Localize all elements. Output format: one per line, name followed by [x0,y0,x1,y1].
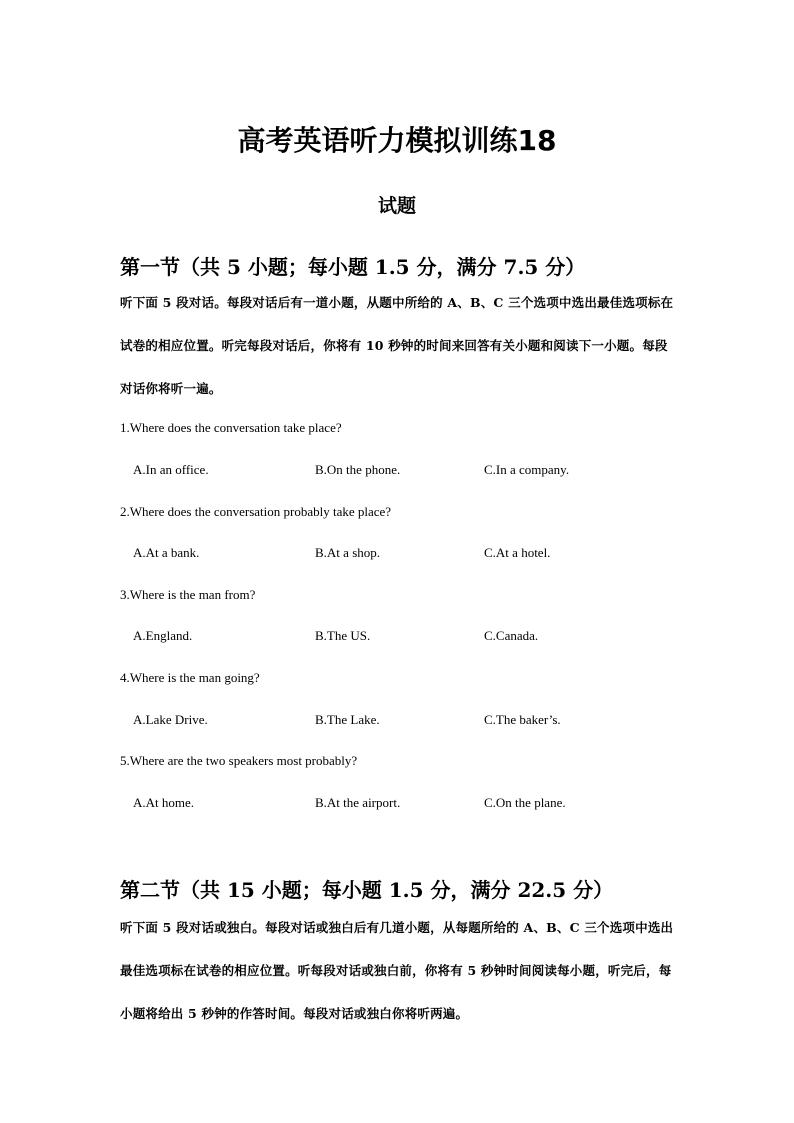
question-3-option-a: A.England. [133,628,193,643]
question-4-option-a: A.Lake Drive. [133,712,208,727]
page-title: 高考英语听力模拟训练18 [237,124,557,157]
question-5: 5.Where are the two speakers most probably? [120,753,358,768]
question-3-option-b: B.The US. [315,628,371,643]
question-5-option-c: C.On the plane. [484,795,566,810]
question-3-option-c: C.Canada. [484,628,539,643]
question-5-option-a: A.At home. [133,795,195,810]
section2-instructions: 听下面 5 段对话或独白。每段对话或独白后有几道小题，从每题所给的 A、B、C 三个选项中选出最佳选项标在试卷的相应位置。听每段对话或独白前，你将有 5 秒钟时间阅读每小题，听完后，每小题将给出 5 秒钟的作答时间。每段对话或独白你将听两遍。 [120,920,674,1021]
question-3: 3.Where is the man from? [120,587,256,602]
question-1-option-a: A.In an office. [133,462,209,477]
page-subtitle: 试题 [377,195,416,217]
section1-heading: 第一节（共 5 小题；每小题 1.5 分，满分 7.5 分） [120,255,586,279]
question-2-option-a: A.At a bank. [133,545,200,560]
question-1-option-b: B.On the phone. [315,462,401,477]
section1-instructions: 听下面 5 段对话。每段对话后有一道小题，从题中所给的 A、B、C 三个选项中选出最佳选项标在试卷的相应位置。听完每段对话后，你将有 10 秒钟的时间来回答有关小题和阅读下一小题。每段对话你将听一遍。 [120,295,674,396]
section2-heading: 第二节（共 15 小题；每小题 1.5 分，满分 22.5 分） [120,878,614,902]
question-1-option-c: C.In a company. [484,462,570,477]
question-5-option-b: B.At the airport. [315,795,401,810]
question-2: 2.Where does the conversation probably take place? [120,504,392,519]
question-2-option-c: C.At a hotel. [484,545,551,560]
question-4-option-b: B.The Lake. [315,712,380,727]
question-1: 1.Where does the conversation take place? [120,420,342,435]
question-4: 4.Where is the man going? [120,670,260,685]
question-4-option-c: C.The baker’s. [484,712,561,727]
question-2-option-b: B.At a shop. [315,545,380,560]
